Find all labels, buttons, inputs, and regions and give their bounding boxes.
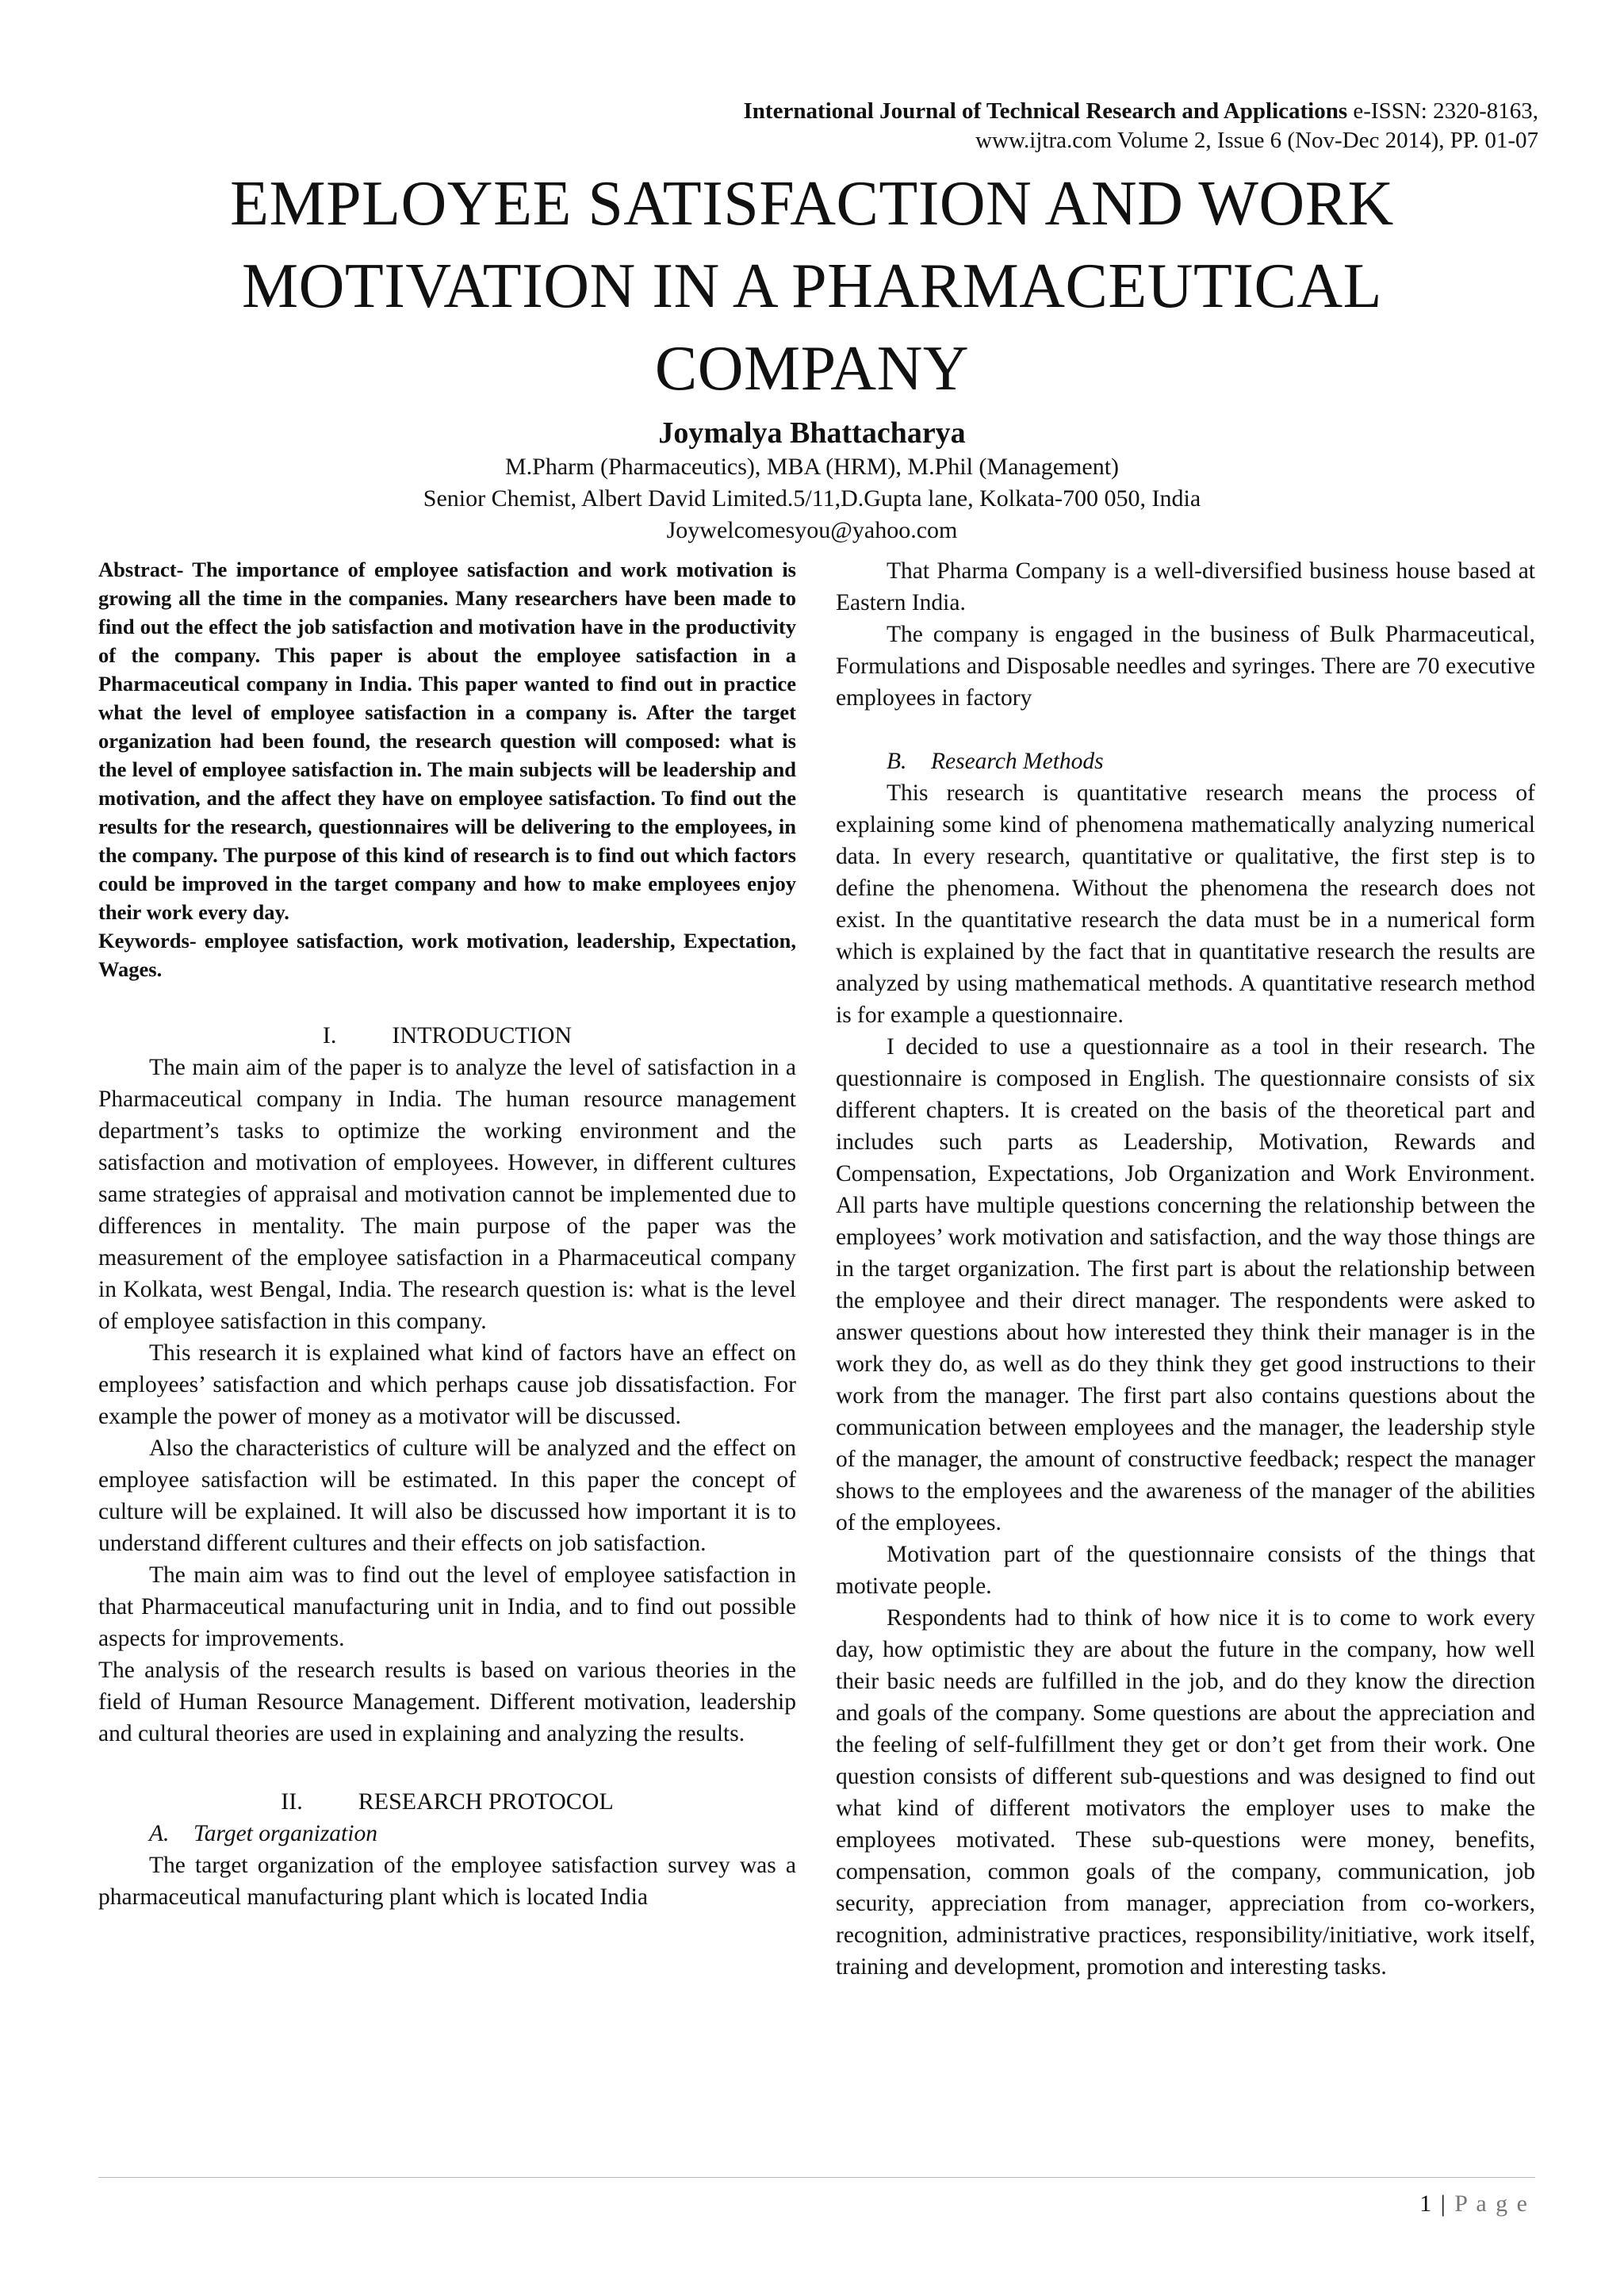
journal-title-line bbox=[508, 97, 1538, 126]
title-block bbox=[0, 163, 1624, 546]
abstract bbox=[98, 555, 796, 983]
footer-divider bbox=[98, 2177, 1535, 2178]
author-name: Joymalya Bhattacharya bbox=[658, 416, 966, 450]
section-number: II. bbox=[281, 1788, 303, 1815]
page-number-separator: | bbox=[1433, 2191, 1455, 2217]
methods-paragraph-4: Respondents had to think of how nice it is to come to work every day, how optimistic they are about the future in the company, how well their basic needs are fulfilled in the job, and do they know the direction and goals of the company. Some questions are about the appreciation and the feeling of self-fulfillment they get or don’t get from their work. One question consists of different sub-questions and was designed to find out what kind of different motivators the employer uses to make the employees motivated. These sub-questions were money, benefits, compensation, common goals of the company, communication, job security, appreciation from manager, appreciation from co-workers, recognition, administrative practices, responsibility/initiative, work itself, training and development, promotion and interesting tasks. bbox=[836, 1605, 1535, 1980]
left-column bbox=[98, 555, 796, 1913]
intro-paragraph-1: The main aim of the paper is to analyze the level of satisfaction in a Pharmaceutical company in India. The human resource management department’s tasks to optimize the working environment and the satisfaction and motivation of employees. However, in different cultures same strategies of appraisal and motivation cannot be implemented due to differences in mentality. The main purpose of the paper was the measurement of the employee satisfaction in a Pharmaceutical company in Kolkata, west Bengal, India. The research question is: what is the level of employee satisfaction in this company. bbox=[98, 1055, 796, 1334]
target-org-paragraph-2: That Pharma Company is a well-diversified business house based at Eastern India. bbox=[836, 558, 1535, 615]
subsection-title: Target organization bbox=[193, 1821, 377, 1846]
section-number: I. bbox=[322, 1022, 337, 1048]
section-title: RESEARCH PROTOCOL bbox=[358, 1788, 614, 1815]
section-heading-research-protocol bbox=[98, 1786, 796, 1818]
methods-paragraph-2: I decided to use a questionnaire as a tool in their research. The questionnaire is composed in English. The questionnaire consists of six different chapters. It is created on the basis of the theoretical part and includes such parts as Leadership, Motivation, Rewards and Compensation, Expectations, Job Organization and Work Environment. All parts have multiple questions concerning the relationship between the employees’ work motivation and satisfaction, and the way those things are in the target organization. The first part is about the relationship between the employee and their direct manager. The respondents were asked to answer questions about how interested they think their manager is in the work they do, as well as do they think they get good instructions to their work from the manager. The first part also contains questions about the communication between employees and the manager, the leadership style of the manager, the amount of constructive feedback; respect the manager shows to the employees and the awareness of the manager of the abilities of the employees. bbox=[836, 1034, 1535, 1535]
spacer bbox=[836, 714, 1535, 746]
author-email: Joywelcomesyou@yahoo.com bbox=[666, 517, 958, 543]
subsection-letter: A. bbox=[149, 1821, 170, 1846]
title-line-1: EMPLOYEE SATISFACTION AND WORK bbox=[230, 169, 1394, 239]
journal-issn: e-ISSN: 2320-8163, bbox=[1347, 98, 1538, 124]
target-org-paragraph-1: The target organization of the employee satisfaction survey was a pharmaceutical manufacturing plant which is located India bbox=[98, 1853, 796, 1910]
author-degrees: M.Pharm (Pharmaceutics), MBA (HRM), M.Phil (Management) bbox=[504, 454, 1120, 480]
intro-paragraph-4: The main aim was to find out the level of employee satisfaction in that Pharmaceutical manufacturing unit in India, and to find out possible aspects for improvements. bbox=[98, 1562, 796, 1651]
journal-volume-line: www.ijtra.com Volume 2, Issue 6 (Nov-Dec 2014), PP. 01-07 bbox=[975, 128, 1538, 153]
journal-header bbox=[508, 97, 1538, 155]
intro-paragraph-5: The analysis of the research results is based on various theories in the field of Human Resource Management. Different motivation, leadership and cultural theories are used in explaining and analyzing the results. bbox=[98, 1658, 796, 1746]
subsection-letter: B. bbox=[887, 749, 907, 774]
target-org-paragraph-3: The company is engaged in the business of Bulk Pharmaceutical, Formulations and Disposable needles and syringes. There are 70 executive employees in factory bbox=[836, 622, 1535, 711]
methods-paragraph-3: Motivation part of the questionnaire consists of the things that motivate people. bbox=[836, 1542, 1535, 1599]
title-line-2: MOTIVATION IN A PHARMACEUTICAL bbox=[241, 251, 1382, 321]
paper-title bbox=[98, 163, 1526, 410]
right-column bbox=[836, 555, 1535, 1983]
journal-name: International Journal of Technical Research and Applications bbox=[743, 98, 1348, 124]
subsection-heading-research-methods bbox=[836, 746, 1535, 777]
author-affiliation: Senior Chemist, Albert David Limited.5/11,D.Gupta lane, Kolkata-700 050, India bbox=[423, 485, 1201, 512]
title-line-3: COMPANY bbox=[654, 334, 970, 404]
intro-paragraph-3: Also the characteristics of culture will be analyzed and the effect on employee satisfaction will be estimated. In this paper the concept of culture will be explained. It will also be discussed how important it is to understand different cultures and their effects on job satisfaction. bbox=[98, 1435, 796, 1556]
methods-paragraph-1: This research is quantitative research means the process of explaining some kind of phenomena mathematically analyzing numerical data. In every research, quantitative or qualitative, the first step is to define the phenomena. Without the phenomena the research does not exist. In the quantitative research the data must be in a numerical form which is explained by the fact that in quantitative research the results are analyzed by using mathematical methods. A quantitative research method is for example a questionnaire. bbox=[836, 780, 1535, 1028]
section-heading-introduction bbox=[98, 1020, 796, 1052]
page-number-value: 1 bbox=[1419, 2191, 1434, 2217]
abstract-text: Abstract- The importance of employee satisfaction and work motivation is growing all the time in the companies. Many researchers have been made to find out the effect the job satisfaction and motivation have in the productivity of the company. This paper is about the employee satisfaction in a Pharmaceutical company in India. This paper wanted to find out in practice what the level of employee satisfaction in a company is. After the target organization had been found, the research question will composed: what is the level of employee satisfaction in. The main subjects will be leadership and motivation, and the affect they have on employee satisfaction. To find out the results for the research, questionnaires will be delivering to the employees, in the company. The purpose of this kind of research is to find out which factors could be improved in the target company and how to make employees enjoy their work every day. bbox=[98, 558, 796, 924]
section-title: INTRODUCTION bbox=[392, 1022, 573, 1048]
intro-paragraph-2: This research it is explained what kind of factors have an effect on employees’ satisfaction and which perhaps cause job dissatisfaction. For example the power of money as a motivator will be discussed. bbox=[98, 1340, 796, 1429]
page-word: P a g e bbox=[1454, 2191, 1529, 2217]
subsection-title: Research Methods bbox=[931, 749, 1104, 774]
page-number bbox=[1419, 2191, 1529, 2217]
subsection-heading-target-organization bbox=[98, 1818, 796, 1849]
keywords: Keywords- employee satisfaction, work motivation, leadership, Expectation, Wages. bbox=[98, 929, 796, 981]
